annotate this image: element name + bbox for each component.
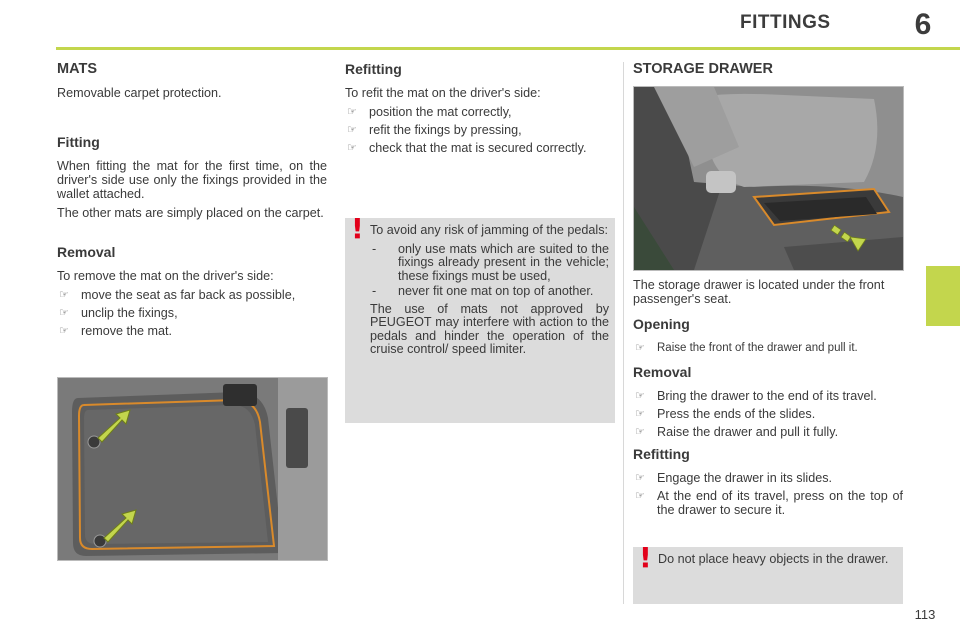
page-number: 113 xyxy=(914,607,936,622)
chapter-number: 6 xyxy=(914,8,932,41)
opening-steps xyxy=(633,341,903,355)
warning-items xyxy=(370,243,609,299)
pointing-hand-icon: ☞ xyxy=(59,307,69,319)
drawer-refitting-heading: Refitting xyxy=(633,446,690,462)
pointing-hand-icon: ☞ xyxy=(347,106,357,118)
pointing-hand-icon: ☞ xyxy=(59,289,69,301)
list-item: ☞ remove the mat. xyxy=(59,324,172,338)
mats-column xyxy=(57,62,327,342)
list-item: ☞ refit the fixings by pressing, xyxy=(347,123,522,137)
pointing-hand-icon: ☞ xyxy=(635,390,645,402)
warning-outro: The use of mats not approved by PEUGEOT may interfere with action to the pedals and hinder the operation of the cruise control/ speed limiter. xyxy=(370,301,609,356)
warning-icon: ! xyxy=(639,541,652,574)
list-item: - only use mats which are suited to the fixings already present in the vehicle; these fixings must be used, xyxy=(372,241,609,283)
storage-drawer-details xyxy=(633,278,903,521)
pointing-hand-icon: ☞ xyxy=(347,142,357,154)
list-item: ☞ Raise the drawer and pull it fully. xyxy=(635,425,839,439)
warning-icon: ! xyxy=(351,212,364,245)
removal-intro: To remove the mat on the driver's side: xyxy=(57,269,274,283)
refitting-intro: To refit the mat on the driver's side: xyxy=(345,86,541,100)
warning-intro: To avoid any risk of jamming of the pedals: xyxy=(370,223,609,237)
fitting-paragraph-1: When fitting the mat for the first time, on the driver's side use only the fixings provided in the wallet attached. xyxy=(57,159,327,201)
drawer-warning-text: Do not place heavy objects in the drawer. xyxy=(658,552,889,566)
header-divider xyxy=(56,47,960,50)
drawer-description: The storage drawer is located under the front passenger's seat. xyxy=(633,278,885,306)
list-item: ☞ position the mat correctly, xyxy=(347,105,512,119)
list-item: ☞ check that the mat is secured correctly. xyxy=(347,141,587,155)
column-divider xyxy=(623,62,624,604)
fitting-paragraph-2: The other mats are simply placed on the carpet. xyxy=(57,206,324,220)
storage-drawer-illustration xyxy=(634,87,903,270)
floor-mat-photo xyxy=(57,377,328,561)
pointing-hand-icon: ☞ xyxy=(59,325,69,337)
pointing-hand-icon: ☞ xyxy=(635,342,645,354)
list-item: - never fit one mat on top of another. xyxy=(372,284,594,298)
mats-description: Removable carpet protection. xyxy=(57,86,222,100)
drawer-heading: STORAGE DRAWER xyxy=(633,61,773,77)
list-item: ☞ unclip the fixings, xyxy=(59,306,178,320)
removal-steps xyxy=(57,288,327,338)
mats-heading: MATS xyxy=(57,61,98,77)
storage-drawer-photo xyxy=(633,86,904,271)
drawer-removal-heading: Removal xyxy=(633,364,692,380)
list-item: ☞ At the end of its travel, press on the top of the drawer to secure it. xyxy=(635,489,903,517)
removal-heading: Removal xyxy=(57,244,116,260)
floor-mat-illustration xyxy=(58,378,327,560)
page-title: FITTINGS xyxy=(740,12,831,33)
drawer-removal-steps xyxy=(633,389,903,439)
list-item: ☞ Press the ends of the slides. xyxy=(635,407,816,421)
list-item: ☞ Engage the drawer in its slides. xyxy=(635,471,833,485)
pointing-hand-icon: ☞ xyxy=(635,472,645,484)
fitting-heading: Fitting xyxy=(57,134,100,150)
drawer-refitting-steps xyxy=(633,471,903,517)
drawer-warning-box xyxy=(633,541,903,604)
pointing-hand-icon: ☞ xyxy=(635,490,645,502)
pedal-warning-box xyxy=(345,212,615,423)
pointing-hand-icon: ☞ xyxy=(347,124,357,136)
chapter-side-tab xyxy=(926,266,960,326)
list-item: ☞ move the seat as far back as possible, xyxy=(59,288,296,302)
opening-heading: Opening xyxy=(633,316,690,332)
refitting-heading: Refitting xyxy=(345,61,402,77)
pointing-hand-icon: ☞ xyxy=(635,426,645,438)
pointing-hand-icon: ☞ xyxy=(635,408,645,420)
storage-drawer-column xyxy=(633,62,903,86)
list-item: ☞ Bring the drawer to the end of its travel. xyxy=(635,389,877,403)
refitting-column xyxy=(345,62,615,159)
refitting-steps xyxy=(345,105,615,155)
list-item: ☞ Raise the front of the drawer and pull it. xyxy=(635,342,858,354)
